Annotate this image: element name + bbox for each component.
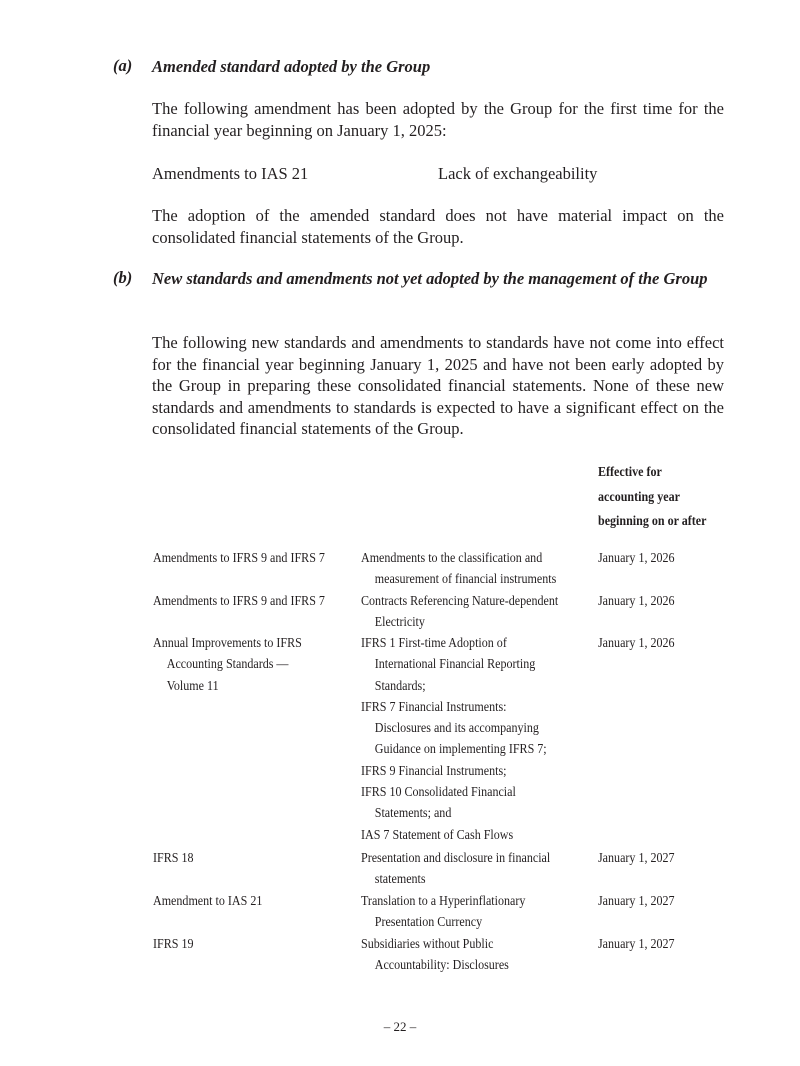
section-a-conclusion: The adoption of the amended standard does not have material impact on the consolidated financial statements of the Group. xyxy=(152,206,724,247)
section-a-label: (a) xyxy=(113,56,133,75)
row-5-description xyxy=(361,891,525,934)
standard-line: Amendment to IAS 21 xyxy=(153,894,263,909)
description-line: Accountability: Disclosures xyxy=(374,958,509,974)
row-3-standard xyxy=(153,633,302,697)
description-line: Subsidiaries without Public xyxy=(361,937,494,952)
standard-line: IFRS 18 xyxy=(153,851,194,866)
standard-line: Accounting Standards — xyxy=(166,657,289,673)
description-line: measurement of financial instruments xyxy=(374,572,557,588)
standard-line: Volume 11 xyxy=(166,678,219,694)
description-item xyxy=(361,633,547,697)
row-2-description xyxy=(361,591,558,634)
amendment-topic: Lack of exchangeability xyxy=(438,164,598,183)
section-a-intro: The following amendment has been adopted by the Group for the first time for the financial year beginning on January 1, 2025: xyxy=(152,99,724,140)
description-line: International Financial Reporting xyxy=(374,657,536,673)
description-line: Amendments to the classification and xyxy=(361,551,543,566)
amendment-name: Amendments to IAS 21 xyxy=(152,164,309,183)
description-line: Electricity xyxy=(374,615,425,631)
row-4-date: January 1, 2027 xyxy=(598,851,675,866)
header-line: Effective for xyxy=(598,465,662,480)
standard-line: Amendments to IFRS 9 and IFRS 7 xyxy=(153,594,325,609)
description-line: Statements; and xyxy=(374,806,452,822)
table-column-header-effective xyxy=(598,461,706,535)
description-line: Presentation and disclosure in financial xyxy=(361,851,551,866)
description-line: statements xyxy=(374,872,426,888)
description-line: IAS 7 Statement of Cash Flows xyxy=(361,827,514,843)
standard-line: Annual Improvements to IFRS xyxy=(153,636,302,651)
section-a-title: Amended standard adopted by the Group xyxy=(152,57,431,76)
section-b-label: (b) xyxy=(113,268,133,287)
description-line: Guidance on implementing IFRS 7; xyxy=(374,742,547,758)
description-line: Translation to a Hyperinflationary xyxy=(361,894,526,909)
description-item xyxy=(361,782,547,825)
row-1-standard xyxy=(153,548,325,569)
row-4-description xyxy=(361,848,550,891)
header-line: accounting year xyxy=(598,489,680,505)
standard-line: Amendments to IFRS 9 and IFRS 7 xyxy=(153,551,325,566)
description-item xyxy=(361,761,547,782)
row-5-date: January 1, 2027 xyxy=(598,894,675,909)
header-line: beginning on or after xyxy=(598,514,707,529)
row-3-date: January 1, 2026 xyxy=(598,636,675,651)
description-line: Presentation Currency xyxy=(374,915,483,931)
description-item xyxy=(361,697,547,761)
row-1-description xyxy=(361,548,556,591)
description-line: Disclosures and its accompanying xyxy=(374,721,539,737)
row-6-standard xyxy=(153,934,193,955)
page-number: – 22 – xyxy=(383,1019,417,1034)
section-b-title: New standards and amendments not yet adopted by the management of the Group xyxy=(152,269,708,288)
row-6-date: January 1, 2027 xyxy=(598,937,675,952)
section-b-intro: The following new standards and amendments to standards have not come into effect for the financial year beginning January 1, 2025 and have not been early adopted by the Group in preparing these consolidated financial statements. None of these new standards and amendments to standards is expected to have a significant effect on the consolidated financial statements of the Group. xyxy=(152,333,724,438)
row-3-description xyxy=(361,633,547,846)
row-4-standard xyxy=(153,848,193,869)
row-2-standard xyxy=(153,591,325,612)
description-line: Standards; xyxy=(374,678,426,694)
row-6-description xyxy=(361,934,509,977)
description-line: Contracts Referencing Nature-dependent xyxy=(361,594,559,609)
row-5-standard xyxy=(153,891,262,912)
description-line: IFRS 9 Financial Instruments; xyxy=(361,763,507,779)
description-line: IFRS 10 Consolidated Financial xyxy=(361,785,516,801)
row-1-date: January 1, 2026 xyxy=(598,551,675,566)
row-2-date: January 1, 2026 xyxy=(598,594,675,609)
standard-line: IFRS 19 xyxy=(153,937,194,952)
description-line: IFRS 1 First-time Adoption of xyxy=(361,636,507,651)
description-line: IFRS 7 Financial Instruments: xyxy=(361,699,507,715)
description-item xyxy=(361,825,547,846)
